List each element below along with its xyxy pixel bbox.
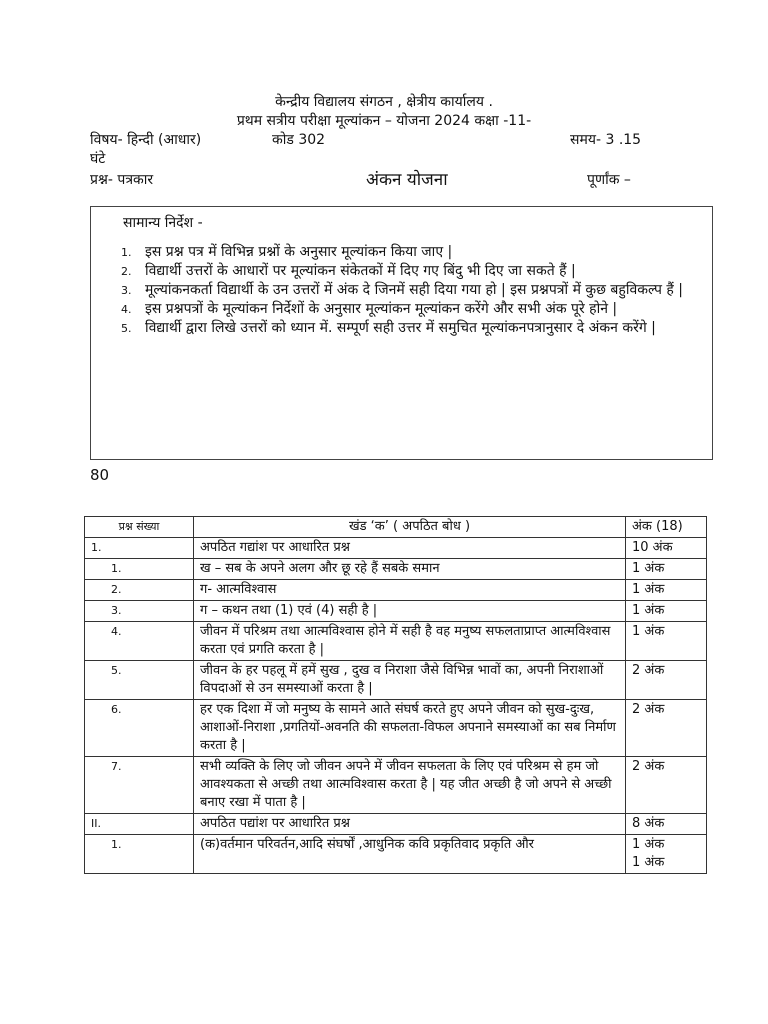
header-question-number: प्रश्न संख्या	[85, 517, 194, 538]
instruction-text: इस प्रश्न पत्र में विभिन्न प्रश्नों के अनुसार मूल्यांकन किया जाए |	[145, 244, 453, 260]
question-number: 4.	[85, 622, 194, 661]
answer-text: ग – कथन तथा (1) एवं (4) सही है |	[194, 601, 626, 622]
marks-cell: 2 अंक	[626, 757, 707, 814]
instructions-list	[115, 243, 705, 338]
question-number: 1.	[85, 835, 194, 874]
table-row	[85, 559, 707, 580]
answer-text: ख – सब के अपने अलग और छू रहे हैं सबके समान	[194, 559, 626, 580]
table-body	[85, 538, 707, 874]
table-row	[85, 580, 707, 601]
marks-cell: 1 अंक	[626, 559, 707, 580]
header-line-2: प्रथम सत्रीय परीक्षा मूल्यांकन – योजना 2024 कक्षा -11-	[236, 113, 532, 129]
instruction-number: 3.	[121, 284, 132, 297]
marks-cell: 1 अंक 1 अंक	[626, 835, 707, 874]
table-row	[85, 622, 707, 661]
answer-text: (क)वर्तमान परिवर्तन,आदि संघर्षों ,आधुनिक कवि प्रकृतिवाद प्रकृति और	[194, 835, 626, 874]
marks-cell: 1 अंक	[626, 622, 707, 661]
table-header-row	[85, 517, 707, 538]
question-number: 5.	[85, 661, 194, 700]
question-number: 1.	[85, 538, 194, 559]
setter-label: प्रश्न- पत्रकार	[90, 172, 154, 188]
answer-text: अपठित पद्यांश पर आधारित प्रश्न	[194, 814, 626, 835]
answer-text: सभी व्यक्ति के लिए जो जीवन अपने में जीवन सफलता के लिए एवं परिश्रम से हम जो आवश्यकता से अच्छी तथा आत्मविश्वास करता है | यह जीत अच्छी है जो अपने से अच्छी बनाए रखा में पाता है |	[194, 757, 626, 814]
question-number: 3.	[85, 601, 194, 622]
instruction-item	[115, 243, 705, 261]
answer-text: जीवन के हर पहलू में हमें सुख , दुख व निराशा जैसे विभिन्न भावों का, अपनी निराशाओं विपदाओं से उन समस्याओं करता है |	[194, 661, 626, 700]
max-marks-value: 80	[90, 466, 110, 484]
marks-cell: 8 अंक	[626, 814, 707, 835]
instruction-item	[115, 300, 705, 318]
header-section-title: खंड ‘क’ ( अपठित बोध )	[194, 517, 626, 538]
table-row	[85, 661, 707, 700]
hours-label: घंटे	[90, 151, 106, 167]
table-row	[85, 757, 707, 814]
marking-table	[84, 516, 707, 874]
max-marks-label: पूर्णांक –	[587, 172, 631, 188]
question-number: 6.	[85, 700, 194, 757]
header-marks: अंक (18)	[626, 517, 707, 538]
time-label: समय- 3 .15	[570, 132, 642, 148]
instruction-text: मूल्यांकनकर्ता विद्यार्थी के उन उत्तरों में अंक दे जिनमें सही दिया गया हो | इस प्रश्नपत्रों में कुछ बहुविकल्प हैं |	[145, 282, 684, 298]
header-line-1: केन्द्रीय विद्यालय संगठन , क्षेत्रीय कार्यालय .	[275, 94, 493, 110]
marks-cell: 1 अंक	[626, 580, 707, 601]
subject-code: कोड 302	[272, 132, 326, 148]
marks-cell: 2 अंक	[626, 700, 707, 757]
instruction-number: 4.	[121, 303, 132, 316]
instruction-number: 2.	[121, 265, 132, 278]
table-row	[85, 601, 707, 622]
table-row	[85, 538, 707, 559]
answer-text: ग- आत्मविश्वास	[194, 580, 626, 601]
instruction-item	[115, 281, 705, 299]
instruction-text: विद्यार्थी द्वारा लिखे उत्तरों को ध्यान में. सम्पूर्ण सही उत्तर में समुचित मूल्यांकनपत्रानुसार दे अंकन करेंगे |	[145, 320, 656, 336]
answer-text: अपठित गद्यांश पर आधारित प्रश्न	[194, 538, 626, 559]
table-row	[85, 835, 707, 874]
instruction-number: 1.	[121, 246, 132, 259]
question-number: II.	[85, 814, 194, 835]
marks-cell: 10 अंक	[626, 538, 707, 559]
marks-cell: 2 अंक	[626, 661, 707, 700]
subject-label: विषय- हिन्दी (आधार)	[90, 132, 202, 148]
instruction-text: विद्यार्थी उत्तरों के आधारों पर मूल्यांकन संकेतकों में दिए गए बिंदु भी दिए जा सकते हैं |	[145, 263, 576, 279]
question-number: 2.	[85, 580, 194, 601]
answer-text: हर एक दिशा में जो मनुष्य के सामने आते संघर्ष करते हुए अपने जीवन को सुख-दुःख, आशाओं-निराशा ,प्रगतियों-अवनति की सफलता-विफल अपनाने समस्याओं का सब निर्माण करता है |	[194, 700, 626, 757]
instructions-box	[90, 206, 713, 460]
answer-text: जीवन में परिश्रम तथा आत्मविश्वास होने में सही है वह मनुष्य सफलताप्राप्त आत्मविश्वास करता एवं प्रगति करता है |	[194, 622, 626, 661]
table-row	[85, 700, 707, 757]
instruction-item	[115, 262, 705, 280]
instruction-item	[115, 319, 705, 337]
instruction-text: इस प्रश्नपत्रों के मूल्यांकन निर्देशों के अनुसार मूल्यांकन मूल्यांकन करेंगे और सभी अंक पूरे होने |	[145, 301, 618, 317]
marks-cell: 1 अंक	[626, 601, 707, 622]
table-row	[85, 814, 707, 835]
question-number: 1.	[85, 559, 194, 580]
question-number: 7.	[85, 757, 194, 814]
instructions-title: सामान्य निर्देश -	[123, 215, 203, 231]
instruction-number: 5.	[121, 322, 132, 335]
page-title: अंकन योजना	[366, 170, 448, 190]
